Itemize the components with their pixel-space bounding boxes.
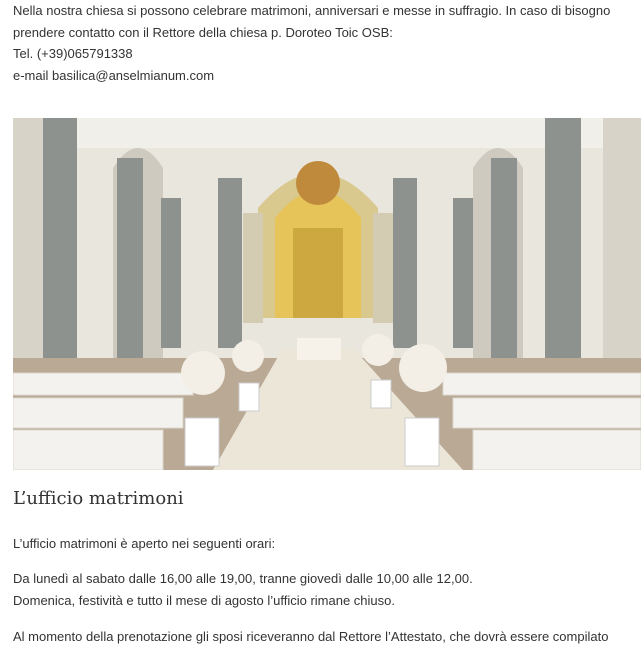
booking-text: Al momento della prenotazione gli sposi riceveranno dal Rettore l’Attestato, che dovrà essere compilato (13, 629, 609, 644)
church-interior-photo (13, 118, 641, 470)
office-hours: Da lunedì al sabato dalle 16,00 alle 19,00, tranne giovedì dalle 10,00 alle 12,00. (13, 571, 473, 586)
email-link[interactable]: basilica@anselmianum.com (52, 68, 215, 83)
phone-text: Tel. (+39)065791338 (13, 46, 133, 61)
email-prefix: e-mail (13, 68, 53, 83)
intro-line-2: prendere contatto con il Rettore della chiesa p. Doroteo Toic OSB: (13, 25, 393, 40)
email-line (13, 65, 214, 87)
intro-line-1: Nella nostra chiesa si possono celebrare matrimoni, anniversari e messe in suffragio. In caso di bisogno (13, 3, 611, 18)
office-closed: Domenica, festività e tutto il mese di agosto l’ufficio rimane chiuso. (13, 593, 395, 608)
section-title: L’ufficio matrimoni (13, 488, 184, 509)
office-intro: L’ufficio matrimoni è aperto nei seguenti orari: (13, 536, 276, 551)
